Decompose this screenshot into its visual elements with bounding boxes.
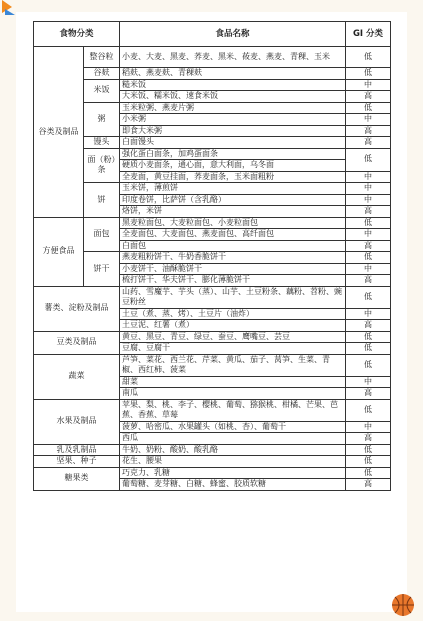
gi-cell: 高 [346, 125, 391, 137]
table-row [34, 79, 391, 91]
table-row [34, 444, 391, 456]
table-row [34, 286, 391, 308]
gi-cell: 中 [346, 376, 391, 388]
food-cell: 甜菜 [120, 376, 346, 388]
gi-cell: 低 [346, 148, 391, 171]
food-cell: 白面包 [120, 240, 346, 252]
food-cell: 即食大米粥 [120, 125, 346, 137]
gi-cell: 高 [346, 137, 391, 149]
gi-cell: 高 [346, 433, 391, 445]
gi-cell: 低 [346, 252, 391, 264]
food-cell: 小米粥 [120, 114, 346, 126]
gi-cell: 中 [346, 183, 391, 195]
table-row [34, 354, 391, 376]
gi-cell: 高 [346, 320, 391, 332]
food-cell: 牛奶、奶粉、酸奶、酸乳酪 [120, 444, 346, 456]
subcategory-cell: 谷麸 [84, 68, 120, 80]
gi-cell: 中 [346, 79, 391, 91]
food-cell: 硬质小麦面条，通心面，意大利面，乌冬面 [120, 160, 346, 172]
food-cell: 土豆泥、红薯（煮） [120, 320, 346, 332]
category-cell: 豆类及制品 [34, 331, 120, 354]
food-cell: 土豆（煮、蒸、烤）、土豆片（油炸） [120, 308, 346, 320]
gi-cell: 低 [346, 68, 391, 80]
table-row [34, 399, 391, 421]
food-cell: 稻麸、燕麦麸、青稞麸 [120, 68, 346, 80]
gi-cell: 高 [346, 479, 391, 491]
header-category: 食物分类 [34, 22, 120, 47]
category-cell: 水果及制品 [34, 399, 120, 444]
gi-cell: 中 [346, 229, 391, 241]
subcategory-cell: 整谷粒 [84, 47, 120, 68]
table-row [34, 102, 391, 114]
category-cell: 糖果类 [34, 467, 120, 490]
table-row [34, 137, 391, 149]
subcategory-cell: 粥 [84, 102, 120, 137]
subcategory-cell: 饼干 [84, 252, 120, 287]
category-cell: 方便食品 [34, 217, 84, 286]
table-row [34, 331, 391, 343]
gi-cell: 低 [346, 467, 391, 479]
subcategory-cell: 面（粉）条 [84, 148, 120, 183]
food-cell: 燕麦粗粉饼干、牛奶香脆饼干 [120, 252, 346, 264]
food-cell: 全麦面包、大麦面包、燕麦面包、高纤面包 [120, 229, 346, 241]
gi-cell: 中 [346, 308, 391, 320]
table-row [34, 183, 391, 195]
table-header-row [34, 22, 391, 47]
gi-cell: 高 [346, 91, 391, 103]
gi-cell: 低 [346, 286, 391, 308]
gi-cell: 中 [346, 263, 391, 275]
gi-cell: 低 [346, 354, 391, 376]
gi-cell: 低 [346, 343, 391, 355]
subcategory-cell: 饼 [84, 183, 120, 218]
gi-cell: 高 [346, 275, 391, 287]
table-row [34, 148, 391, 160]
category-cell: 蔬菜 [34, 354, 120, 399]
gi-cell: 中 [346, 421, 391, 433]
category-cell: 薯类、淀粉及制品 [34, 286, 120, 331]
table-row [34, 68, 391, 80]
gi-cell: 高 [346, 206, 391, 218]
subcategory-cell: 馒头 [84, 137, 120, 149]
food-cell: 印度卷饼，比萨饼（含乳酪） [120, 194, 346, 206]
food-cell: 苹果、梨、桃、李子、樱桃、葡萄、猕猴桃、柑橘、芒果、芭蕉、香蕉、草莓 [120, 399, 346, 421]
table-row [34, 252, 391, 264]
food-cell: 玉米饼，薄煎饼 [120, 183, 346, 195]
category-cell: 坚果、种子 [34, 456, 120, 468]
subcategory-cell: 面包 [84, 217, 120, 252]
food-cell: 菠萝、哈密瓜、水果罐头（如桃、杏）、葡萄干 [120, 421, 346, 433]
food-cell: 全麦面，黄豆挂面，荞麦面条，玉米面粗粉 [120, 171, 346, 183]
food-cell: 梳打饼干、华夫饼干、膨化薄脆饼干 [120, 275, 346, 287]
table-row [34, 217, 391, 229]
gi-cell: 低 [346, 444, 391, 456]
food-cell: 强化蛋白面条，加鸡蛋面条 [120, 148, 346, 160]
corner-flag-icon [2, 0, 16, 16]
header-food: 食品名称 [120, 22, 346, 47]
gi-cell: 低 [346, 399, 391, 421]
table-row [34, 456, 391, 468]
food-cell: 芦笋、菜花、西兰花、芹菜、黄瓜、茄子、莴笋、生菜、青椒、西红柿、菠菜 [120, 354, 346, 376]
gi-cell: 中 [346, 114, 391, 126]
gi-cell: 高 [346, 388, 391, 400]
gi-cell: 低 [346, 331, 391, 343]
food-cell: 黑麦粒面包、大麦粒面包、小麦粒面包 [120, 217, 346, 229]
subcategory-cell: 米饭 [84, 79, 120, 102]
food-cell: 烙饼，米饼 [120, 206, 346, 218]
food-cell: 黄豆、黑豆、青豆、绿豆、蚕豆、鹰嘴豆、芸豆 [120, 331, 346, 343]
basketball-icon [391, 593, 415, 617]
food-cell: 小麦、大麦、黑麦、荞麦、黑米、莜麦、燕麦、青稞、玉米 [120, 47, 346, 68]
food-cell: 葡萄糖、麦芽糖、白糖、蜂蜜、胶质软糖 [120, 479, 346, 491]
table-row [34, 47, 391, 68]
table-row [34, 467, 391, 479]
food-cell: 巧克力、乳糖 [120, 467, 346, 479]
header-gi: GI 分类 [346, 22, 391, 47]
food-cell: 山药、雪魔芋、芋头（蒸）、山芋、土豆粉条、藕粉、苕粉、豌豆粉丝 [120, 286, 346, 308]
food-cell: 花生、腰果 [120, 456, 346, 468]
food-cell: 大米饭、糯米饭、速食米饭 [120, 91, 346, 103]
food-cell: 糙米饭 [120, 79, 346, 91]
gi-cell: 低 [346, 217, 391, 229]
category-cell: 谷类及制品 [34, 47, 84, 218]
food-cell: 豆腐、豆腐干 [120, 343, 346, 355]
gi-cell: 低 [346, 102, 391, 114]
gi-cell: 低 [346, 456, 391, 468]
gi-food-table [33, 21, 391, 491]
gi-cell: 中 [346, 194, 391, 206]
food-cell: 小麦饼干、油酥脆饼干 [120, 263, 346, 275]
food-cell: 玉米粒粥、燕麦片粥 [120, 102, 346, 114]
gi-cell: 高 [346, 240, 391, 252]
food-cell: 西瓜 [120, 433, 346, 445]
category-cell: 乳及乳制品 [34, 444, 120, 456]
food-cell: 白面馒头 [120, 137, 346, 149]
gi-cell: 低 [346, 47, 391, 68]
food-cell: 南瓜 [120, 388, 346, 400]
gi-cell: 中 [346, 171, 391, 183]
